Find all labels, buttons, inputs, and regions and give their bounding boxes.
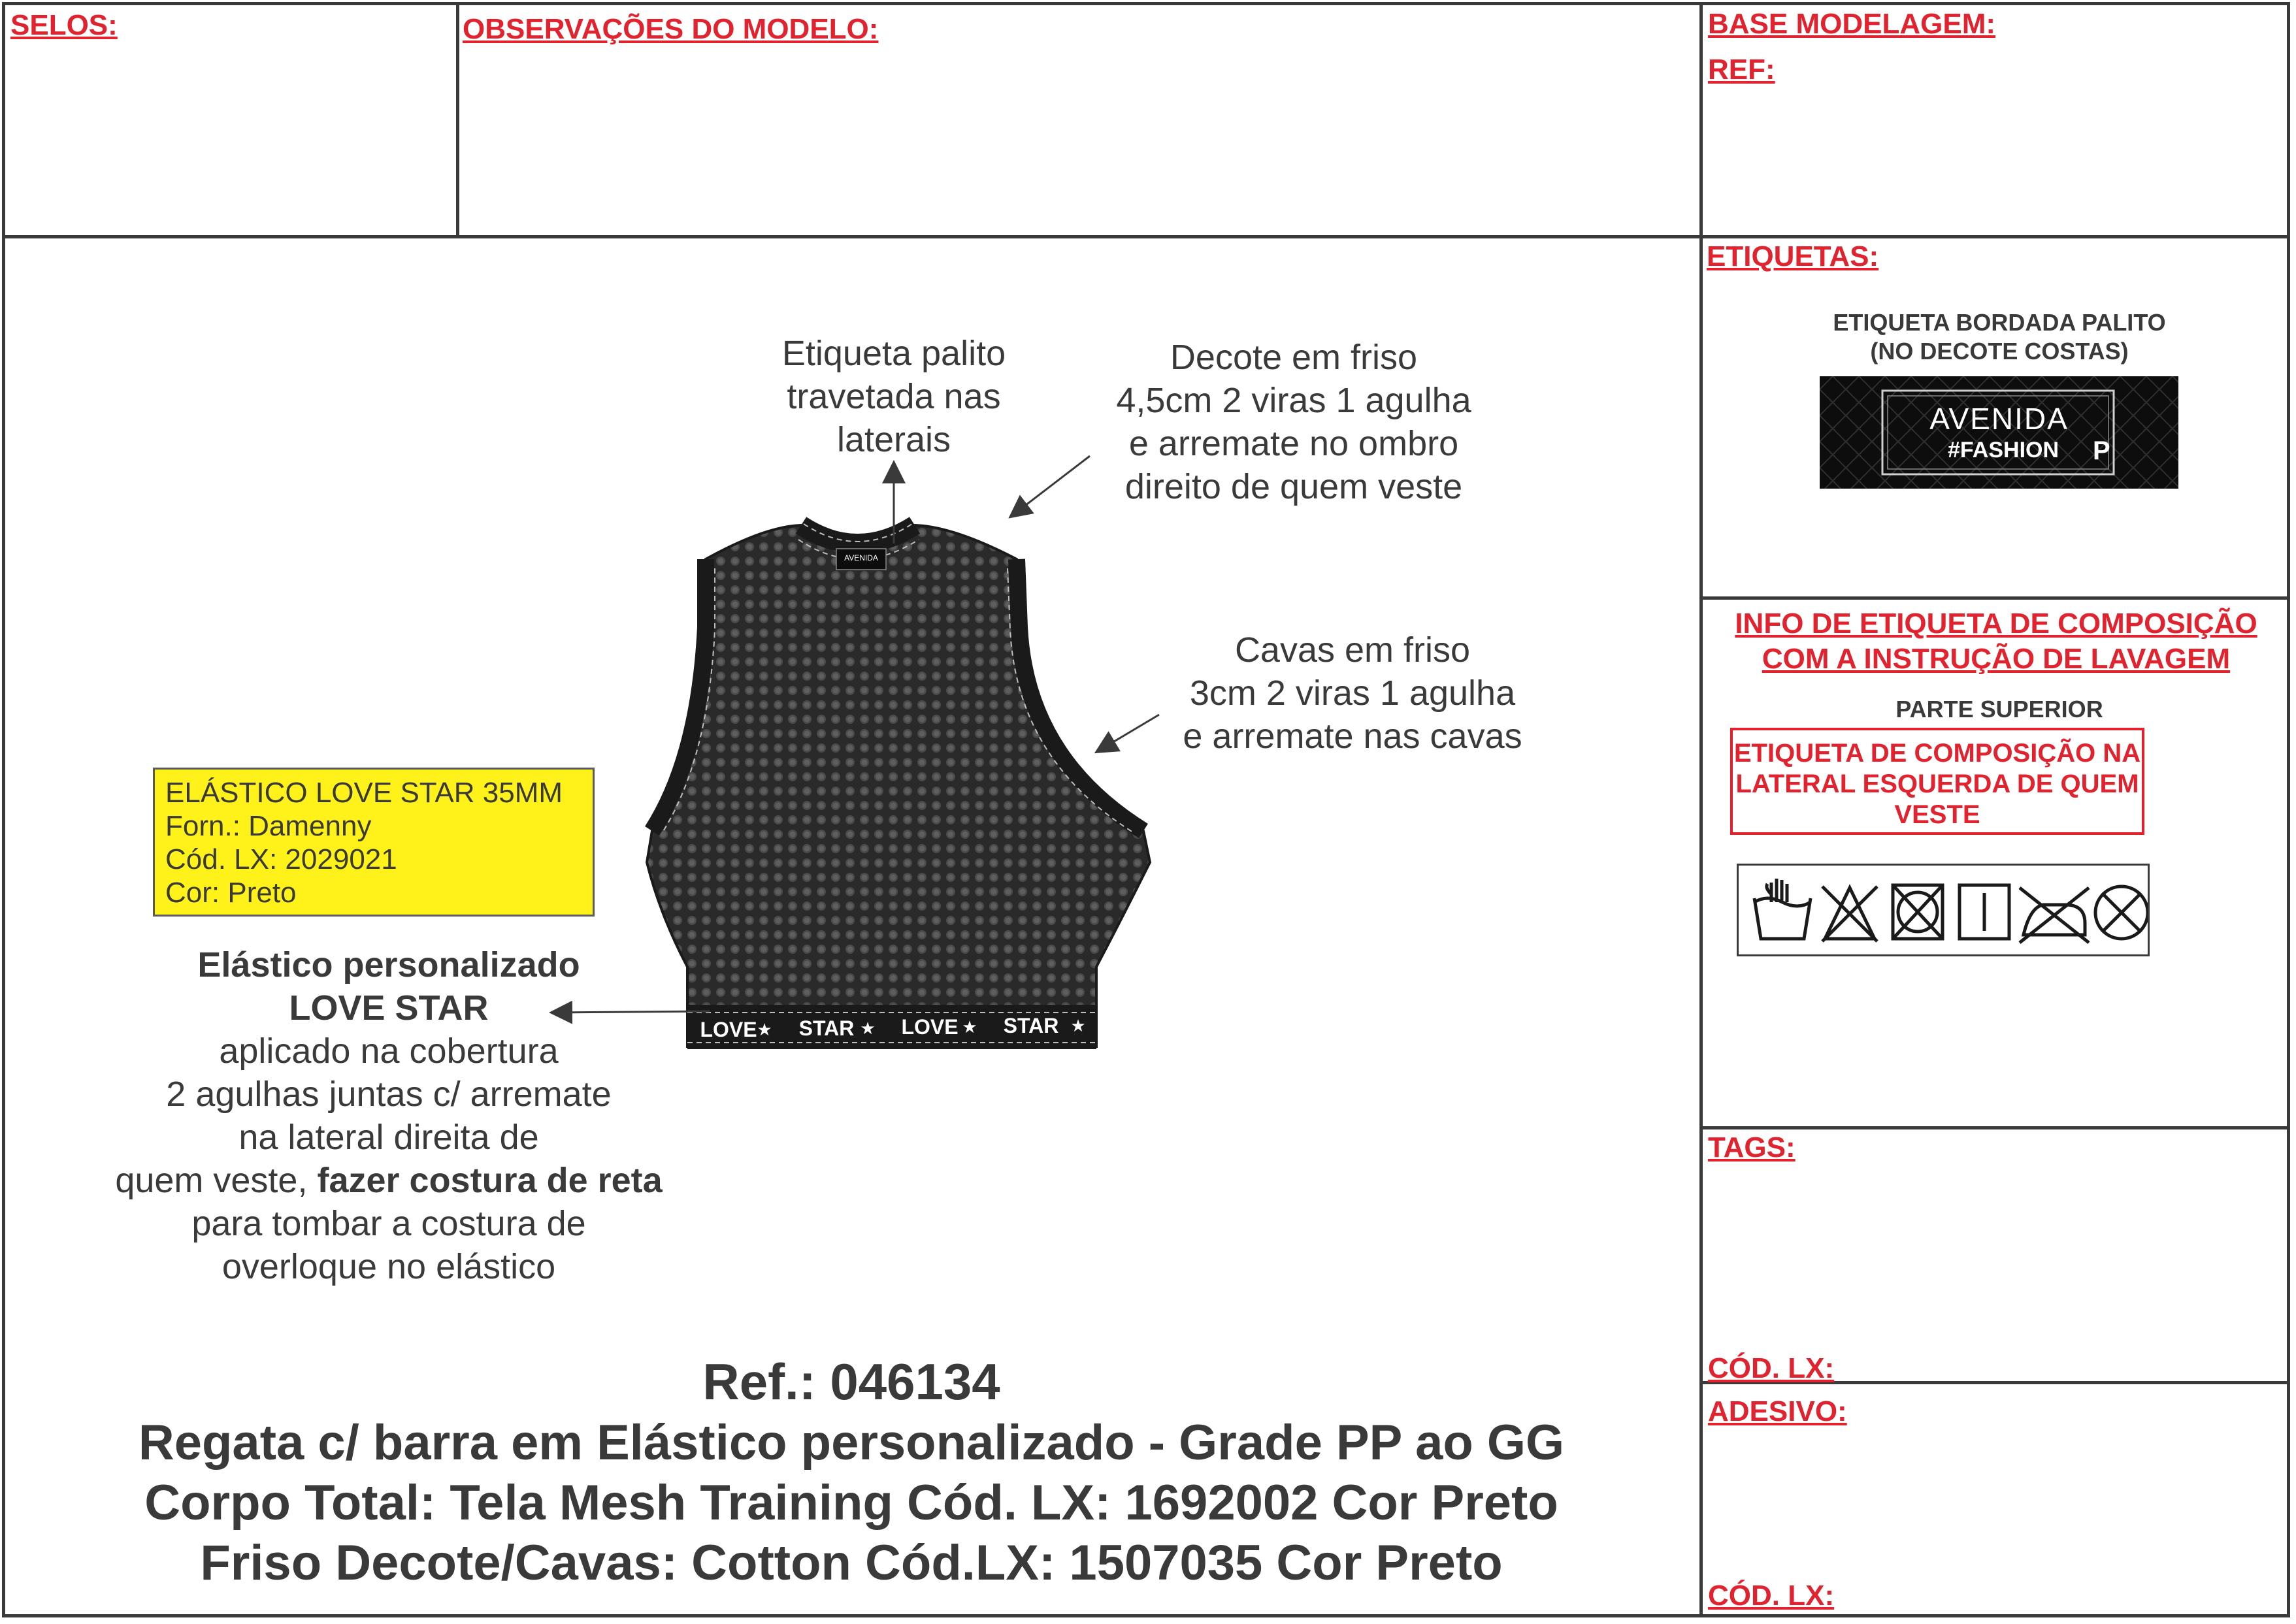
note-fragment: quem veste, — [115, 1161, 318, 1200]
do-not-tumble-dry-icon — [1893, 885, 1943, 939]
elastic-spec-line: ELÁSTICO LOVE STAR 35MM — [165, 777, 563, 809]
note-line: e arremate nas cavas — [1183, 717, 1522, 756]
do-not-iron-icon — [2020, 888, 2089, 943]
composicao-box-line3: VESTE — [1894, 800, 1980, 829]
waistband-star-icon: ★ — [962, 1017, 977, 1037]
etiqueta-title — [1764, 308, 2235, 366]
do-not-bleach-icon — [1822, 886, 1877, 941]
elastic-spec-line: Forn.: Damenny — [165, 810, 372, 842]
note-line: 3cm 2 viras 1 agulha — [1189, 674, 1516, 713]
note-line: Elástico personalizado — [197, 945, 580, 984]
composicao-title — [1712, 606, 2280, 677]
note-line: travetada nas — [787, 377, 1001, 416]
note-line: aplicado na cobertura — [219, 1031, 559, 1071]
note-cavas — [1150, 628, 1555, 758]
composicao-box-line2: LATERAL ESQUERDA DE QUEM — [1735, 770, 2139, 798]
brand-tagline: #FASHION — [1948, 438, 2059, 463]
cod-lx-label-2: CÓD. LX: — [1708, 1580, 1835, 1612]
adesivo-label: ADESIVO: — [1708, 1395, 1847, 1427]
footer-ref: Ref.: 046134 — [702, 1353, 1000, 1410]
composicao-box — [1730, 728, 2144, 835]
note-line: Etiqueta palito — [781, 334, 1006, 373]
base-modelagem-label: BASE MODELAGEM: — [1708, 8, 1995, 40]
etiqueta-title-line1: ETIQUETA BORDADA PALITO — [1833, 309, 2166, 336]
note-line: 4,5cm 2 viras 1 agulha — [1116, 381, 1471, 420]
composicao-title-line1: INFO DE ETIQUETA DE COMPOSIÇÃO — [1735, 608, 2257, 640]
note-etiqueta-palito — [724, 332, 1064, 461]
etiquetas-divider — [1699, 596, 2290, 600]
elastic-spec-line: Cód. LX: 2029021 — [165, 843, 397, 875]
note-line: LOVE STAR — [289, 988, 489, 1028]
waistband-word: LOVE — [901, 1015, 959, 1039]
etiquetas-label: ETIQUETAS: — [1707, 240, 1879, 272]
elastic-spec-line: Cor: Preto — [165, 877, 297, 909]
waistband-star-icon: ★ — [1070, 1016, 1086, 1035]
note-line: direito de quem veste — [1124, 467, 1463, 506]
note-line — [65, 1159, 712, 1202]
waistband-star-icon: ★ — [860, 1018, 876, 1038]
note-line: 2 agulhas juntas c/ arremate — [166, 1075, 612, 1114]
waistband-star-icon: ★ — [757, 1020, 772, 1039]
footer-friso: Friso Decote/Cavas: Cotton Cód.LX: 1507035 Cor Preto — [200, 1535, 1503, 1591]
waistband-word: LOVE — [700, 1018, 757, 1041]
composicao-box-line1: ETIQUETA DE COMPOSIÇÃO NA — [1733, 739, 2141, 768]
care-symbols — [1737, 864, 2150, 956]
waistband-word: STAR — [1003, 1014, 1059, 1037]
ref-label: REF: — [1708, 54, 1775, 86]
selos-label: SELOS: — [10, 9, 118, 41]
note-line: e arremate no ombro — [1128, 424, 1459, 463]
observacoes-label: OBSERVAÇÕES DO MODELO: — [463, 13, 879, 45]
note-line: overloque no elástico — [221, 1247, 556, 1286]
brand-size: P — [2093, 436, 2110, 465]
note-line: Cavas em friso — [1234, 630, 1471, 670]
note-decote — [1072, 336, 1516, 508]
hand-wash-icon — [1754, 879, 1811, 939]
tags-label: TAGS: — [1708, 1131, 1796, 1163]
note-line: para tombar a costura de — [191, 1204, 586, 1243]
note-elastico — [65, 943, 712, 1288]
footer-corpo: Corpo Total: Tela Mesh Training Cód. LX: 1692002 Cor Preto — [144, 1475, 1558, 1531]
do-not-dry-clean-icon — [2095, 886, 2148, 939]
etiqueta-title-line2: (NO DECOTE COSTAS) — [1870, 338, 2129, 365]
line-dry-icon — [1960, 885, 2009, 939]
note-line: na lateral direita de — [238, 1118, 539, 1157]
footer-description: Regata c/ barra em Elástico personalizado - Grade PP ao GG — [138, 1415, 1565, 1470]
note-line: Decote em friso — [1170, 338, 1418, 377]
elastic-spec-box — [153, 768, 595, 917]
neck-label-text: AVENIDA — [844, 553, 878, 562]
parte-superior: PARTE SUPERIOR — [1895, 696, 2103, 723]
brand-woven-label — [1820, 376, 2178, 489]
waistband-word: STAR — [798, 1016, 855, 1040]
note-line: laterais — [836, 420, 951, 459]
cod-lx-label-1: CÓD. LX: — [1708, 1352, 1835, 1384]
composicao-divider — [1699, 1126, 2290, 1129]
note-fragment-bold: fazer costura de reta — [317, 1161, 663, 1200]
brand-name: AVENIDA — [1929, 402, 2069, 436]
composicao-title-line2: COM A INSTRUÇÃO DE LAVAGEM — [1762, 643, 2231, 675]
